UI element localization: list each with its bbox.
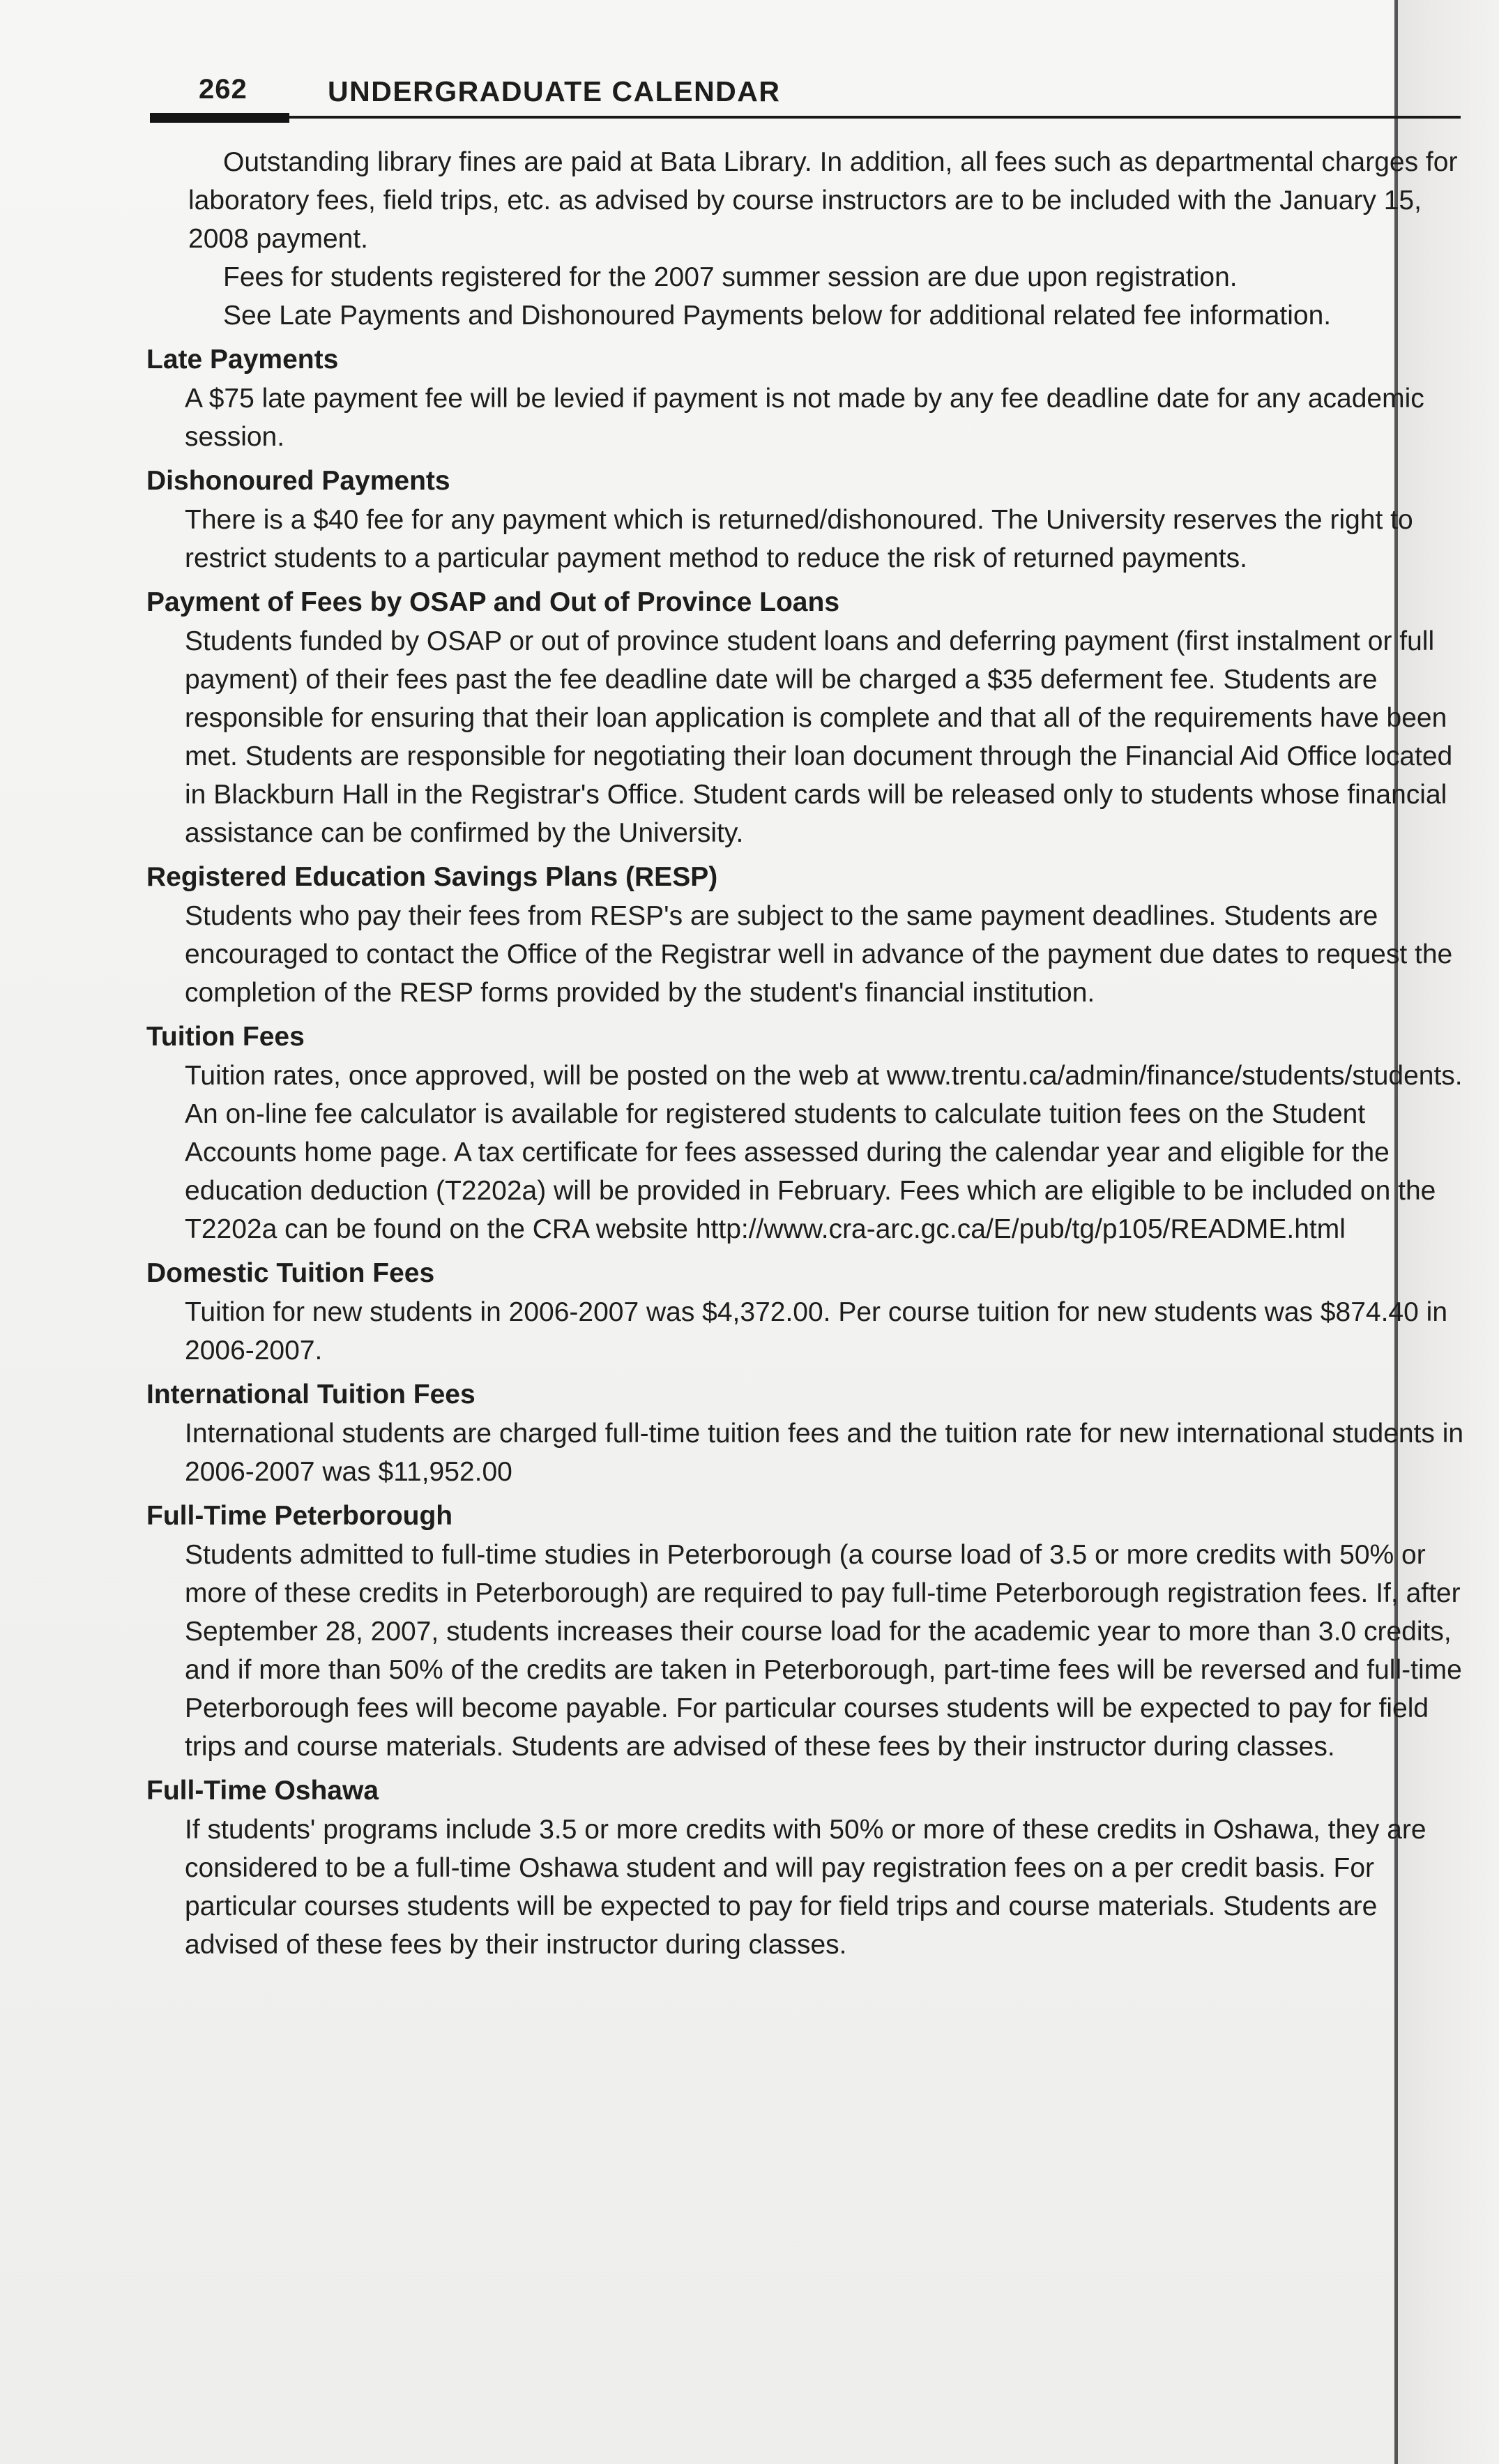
section-international-tuition (146, 1375, 1471, 1491)
intro-paragraph: Fees for students registered for the 2007 summer session are due upon registration. (223, 262, 1238, 292)
section-full-time-oshawa (146, 1771, 1471, 1964)
section-tuition-fees (146, 1018, 1471, 1248)
intro-block (146, 143, 1471, 335)
page-header (150, 70, 1461, 126)
section-osap-loans (146, 583, 1471, 852)
section-body: Students funded by OSAP or out of province student loans and deferring payment (first instalment or full payment) of their fees past the fee deadline date will be charged a $35 deferment fee. Students are responsible for ensuring that their loan application is complete and that all of the requirements have been met. Students are responsible for negotiating their loan document through the Financial Aid Office located in Blackburn Hall in the Registrar's Office. Student cards will be released only to students whose financial assistance can be confirmed by the University. (185, 626, 1453, 848)
section-body: Students who pay their fees from RESP's are subject to the same payment deadlines. Students are encouraged to contact the Office of the Registrar well in advance of the payment due dates to request the completion of the RESP forms provided by the student's financial institution. (185, 901, 1453, 1008)
section-heading: Payment of Fees by OSAP and Out of Province Loans (146, 587, 840, 617)
section-heading: Dishonoured Payments (146, 466, 450, 496)
intro-paragraph: See Late Payments and Dishonoured Payments below for additional related fee information. (223, 301, 1332, 331)
section-body: If students' programs include 3.5 or more credits with 50% or more of these credits in Oshawa, they are considered to be a full-time Oshawa student and will pay registration fees on a per credit basis. For particular courses students will be expected to pay for field trips and course materials. Students are advised of these fees by their instructor during classes. (185, 1815, 1426, 1960)
section-domestic-tuition (146, 1254, 1471, 1370)
section-heading: International Tuition Fees (146, 1380, 475, 1409)
section-heading: Tuition Fees (146, 1022, 305, 1052)
section-body: A $75 late payment fee will be levied if payment is not made by any fee deadline date for any academic session. (185, 384, 1424, 452)
section-body: Tuition rates, once approved, will be posted on the web at www.trentu.ca/admin/finance/students/students. An on-line fee calculator is available for registered students to calculate tuition fees on the Student Accounts home page. A tax certificate for fees assessed during the calendar year and eligible for the education deduction (T2202a) will be provided in February. Fees which are eligible to be included on the T2202a can be found on the CRA website http://www.cra-arc.gc.ca/E/pub/tg/p105/README.html (185, 1061, 1463, 1244)
running-title: UNDERGRADUATE CALENDAR (328, 75, 781, 107)
section-full-time-peterborough (146, 1497, 1471, 1766)
page-body (146, 143, 1471, 1964)
section-late-payments (146, 340, 1471, 456)
section-body: Students admitted to full-time studies in Peterborough (a course load of 3.5 or more credits with 50% or more of these credits in Peterborough) are required to pay full-time Peterborough registration fees. If, after September 28, 2007, students increases their course load for the academic year to more than 3.0 credits, and if more than 50% of the credits are taken in Peterborough, part-time fees will be reversed and full-time Peterborough fees will become payable. For particular courses students will be expected to pay for field trips and course materials. Students are advised of these fees by their instructor during classes. (185, 1540, 1462, 1762)
section-body: Tuition for new students in 2006-2007 was $4,372.00. Per course tuition for new students was $874.40 in 2006-2007. (185, 1297, 1448, 1366)
page-number: 262 (199, 74, 248, 105)
header-rule-accent (150, 113, 289, 123)
section-heading: Full-Time Peterborough (146, 1501, 453, 1531)
section-body: International students are charged full-time tuition fees and the tuition rate for new international students in 2006-2007 was $11,952.00 (185, 1419, 1464, 1487)
section-heading: Registered Education Savings Plans (RESP) (146, 862, 718, 892)
header-rule (150, 116, 1461, 119)
section-body: There is a $40 fee for any payment which is returned/dishonoured. The University reserves the right to restrict students to a particular payment method to reduce the risk of returned payments. (185, 505, 1413, 573)
section-heading: Full-Time Oshawa (146, 1776, 379, 1806)
section-resp (146, 858, 1471, 1012)
section-dishonoured-payments (146, 462, 1471, 577)
section-heading: Late Payments (146, 345, 339, 375)
section-heading: Domestic Tuition Fees (146, 1258, 435, 1288)
intro-paragraph: Outstanding library fines are paid at Bata Library. In addition, all fees such as departmental charges for laboratory fees, field trips, etc. as advised by course instructors are to be included with the January 15, 2008 payment. (188, 147, 1458, 254)
